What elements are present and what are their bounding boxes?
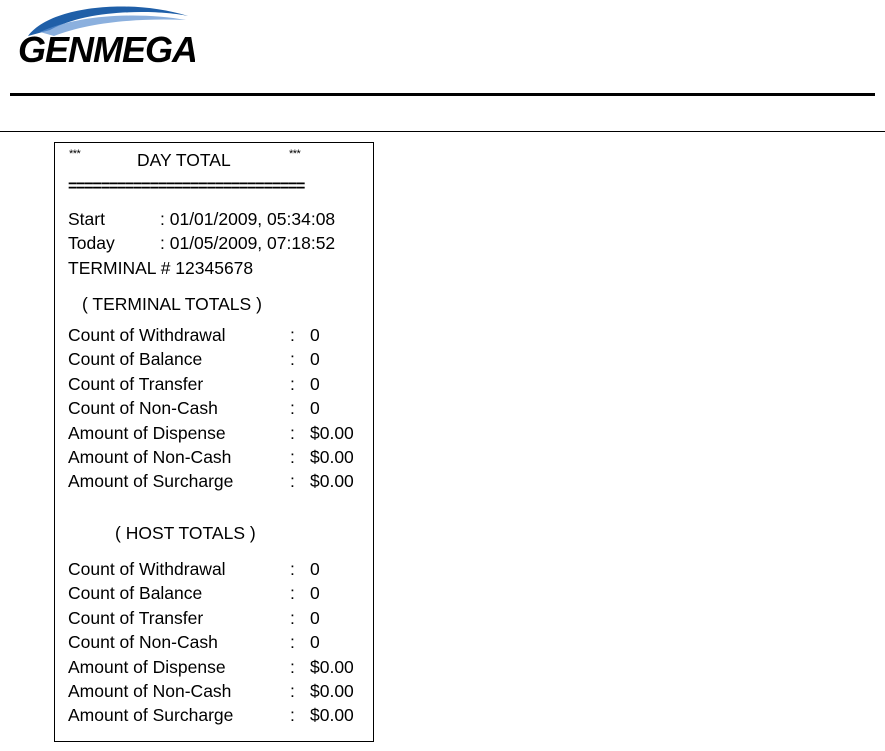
stars-right: *** [289,148,301,160]
totals-row-colon: : [290,559,295,579]
totals-row-colon: : [290,373,295,394]
start-label: Start [68,209,105,229]
totals-row-value: $0.00 [310,656,354,677]
totals-row-value: $0.00 [310,447,354,467]
totals-row-value: $0.00 [310,422,354,443]
totals-row-value: $0.00 [310,681,354,701]
totals-row-label: Amount of Surcharge [68,471,234,492]
terminal-totals-heading: ( TERMINAL TOTALS ) [82,294,262,314]
totals-row-colon: : [290,607,295,628]
host-totals-heading: ( HOST TOTALS ) [115,523,256,543]
totals-row-label: Amount of Dispense [68,656,226,677]
page-divider [0,131,885,132]
totals-row-value: 0 [310,325,320,345]
totals-row-label: Count of Transfer [68,607,204,628]
totals-row-label: Count of Balance [68,583,203,604]
totals-row-value: 0 [310,349,320,370]
start-value: : 01/01/2009, 05:34:08 [160,209,336,229]
totals-row-label: Count of Transfer [68,373,204,394]
totals-row-label: Amount of Dispense [68,422,226,443]
totals-row-label: Count of Non-Cash [68,398,218,419]
totals-row-value: 0 [310,632,320,653]
totals-row-colon: : [290,349,295,370]
stars-left: *** [69,148,81,160]
totals-row-colon: : [290,398,295,419]
totals-row-colon: : [290,471,295,492]
totals-row-label: Count of Withdrawal [68,559,226,579]
totals-row-label: Amount of Surcharge [68,705,234,726]
totals-row-label: Count of Withdrawal [68,325,226,345]
totals-row-value: 0 [310,373,320,394]
totals-row-colon: : [290,681,295,701]
totals-row-value: 0 [310,559,320,579]
day-total-receipt [54,142,374,742]
totals-row-colon: : [290,656,295,677]
totals-row-colon: : [290,422,295,443]
separator-line: ============================= [68,178,305,195]
totals-row-label: Amount of Non-Cash [68,681,232,701]
totals-row-value: 0 [310,607,320,628]
receipt-title: DAY TOTAL [137,150,231,170]
totals-row-label: Count of Balance [68,349,203,370]
genmega-logo-graphic [10,2,195,74]
logo-wordmark: GENMEGA [18,29,195,70]
totals-row-value: $0.00 [310,471,354,492]
receipt-title-row [67,148,367,172]
totals-row-colon: : [290,705,295,726]
totals-row-label: Count of Non-Cash [68,632,218,653]
totals-row-colon: : [290,583,295,604]
totals-row-colon: : [290,632,295,653]
totals-row-value: $0.00 [310,705,354,726]
today-label: Today [68,233,115,253]
totals-row-colon: : [290,325,295,345]
totals-row-value: 0 [310,398,320,419]
totals-row-value: 0 [310,583,320,604]
genmega-logo [10,2,195,74]
totals-row-colon: : [290,447,295,467]
terminal-number: TERMINAL # 12345678 [68,258,254,278]
header-rule [10,93,875,96]
today-value: : 01/05/2009, 07:18:52 [160,233,336,253]
totals-row-label: Amount of Non-Cash [68,447,232,467]
